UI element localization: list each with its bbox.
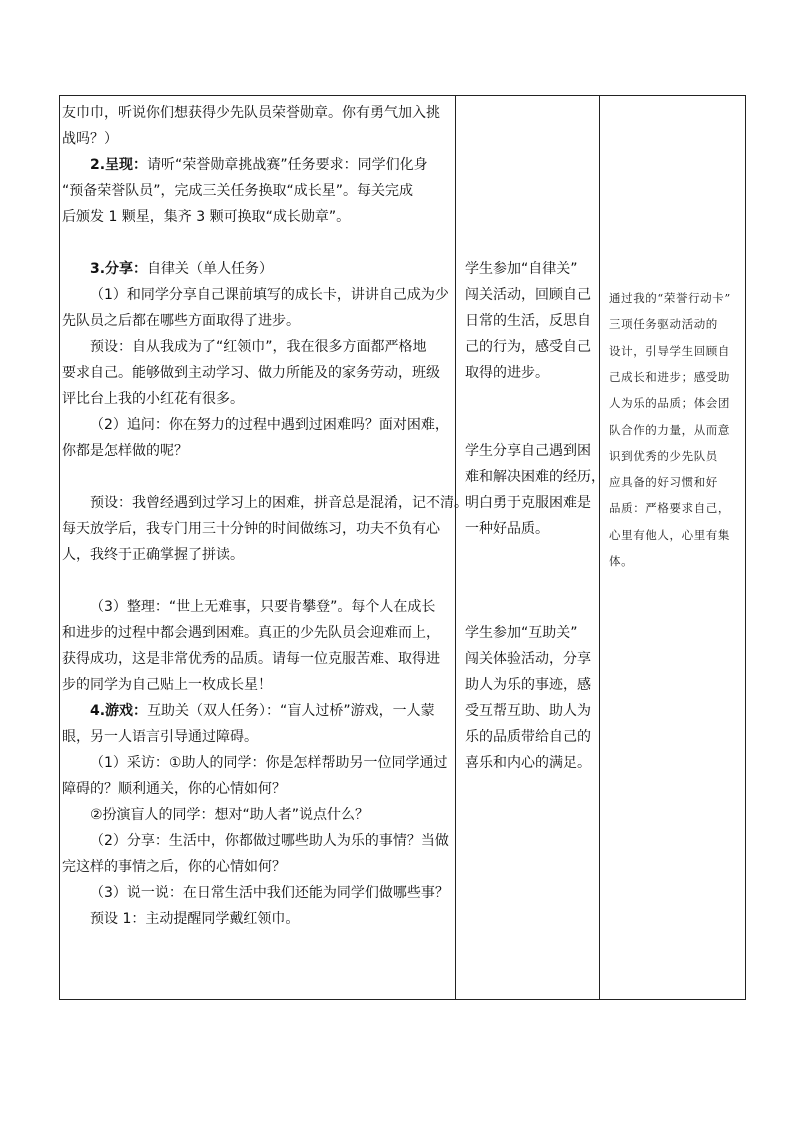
- paragraph-line: [90, 490, 468, 516]
- paragraph-text: 你都是怎样做的呢？: [62, 443, 188, 459]
- design-intent-line: 识到优秀的少先队员: [609, 448, 718, 463]
- paragraph-line: [62, 126, 118, 152]
- design-intent-line: 品质：严格要求自己，: [609, 501, 730, 516]
- paragraph-text: 步的同学为自己贴上一枚成长星！: [62, 677, 272, 693]
- paragraph-text: （3）说一说：在日常生活中我们还能为同学们做哪些事？: [90, 885, 449, 901]
- section-lead: 4.游戏：: [90, 703, 148, 719]
- paragraph-text: 眼，另一人语言引导通过障碍。: [62, 729, 258, 745]
- column-divider: [455, 96, 456, 999]
- design-intent-line: 通过我的“荣誉行动卡”: [609, 291, 731, 305]
- student-activity-line: 学生分享自己遇到困: [465, 443, 591, 459]
- paragraph-line: [62, 724, 258, 750]
- lesson-table: [59, 95, 746, 1000]
- paragraph-line: [90, 828, 449, 854]
- student-activity-line: 取得的进步。: [465, 365, 549, 381]
- paragraph-line: [62, 542, 244, 568]
- student-activity-line: 明白勇于克服困难是: [465, 495, 591, 511]
- design-intent-line: 设计，引导学生回顾自: [609, 343, 730, 358]
- student-activity-line: 一种好品质。: [465, 521, 549, 537]
- paragraph-line: [62, 178, 413, 204]
- paragraph-text: “预备荣誉队员”，完成三关任务换取“成长星”。每关完成: [62, 183, 414, 199]
- section-lead: 2.呈现：: [90, 157, 148, 173]
- column-divider: [599, 96, 600, 999]
- paragraph-line: [62, 308, 300, 334]
- paragraph-text: 评比台上我的小红花有很多。: [62, 391, 244, 407]
- design-intent-line: 队合作的力量，从而意: [609, 422, 730, 437]
- student-activity-line: 学生参加“自律关”: [465, 261, 578, 277]
- paragraph-line: [62, 646, 440, 672]
- paragraph-text: 互助关（双人任务）：“盲人过桥”游戏，一人蒙: [147, 703, 435, 719]
- design-intent-line: 应具备的好习惯和好: [609, 475, 718, 490]
- paragraph-text: （1）采访：①助人的同学：你是怎样帮助另一位同学通过: [90, 755, 448, 771]
- student-activity-line: 助人为乐的事迹，感: [465, 677, 591, 693]
- student-activity-line: 受互帮互助、助人为: [465, 703, 591, 719]
- paragraph-text: ②扮演盲人的同学：想对“助人者”说点什么？: [90, 807, 370, 823]
- student-activity-line: 乐的品质带给自己的: [465, 729, 591, 745]
- paragraph-line: [90, 282, 449, 308]
- paragraph-line: [62, 100, 440, 126]
- paragraph-line: [62, 672, 272, 698]
- paragraph-line: [90, 750, 447, 776]
- paragraph-text: 人，我终于正确掌握了拼读。: [62, 547, 244, 563]
- paragraph-line: [62, 620, 440, 646]
- design-intent-line: 三项任务驱动活动的: [609, 317, 718, 332]
- paragraph-text: 每天放学后，我专门用三十分钟的时间做练习，功夫不负有心: [62, 521, 440, 537]
- paragraph-line: [90, 906, 299, 932]
- paragraph-text: （2）追问：你在努力的过程中遇到过困难吗？面对困难，: [90, 417, 449, 433]
- paragraph-text: 先队员之后都在哪些方面取得了进步。: [62, 313, 300, 329]
- student-activity-line: 己的行为，感受自己: [465, 339, 591, 355]
- design-intent-line: 人为乐的品质；体会团: [609, 396, 730, 411]
- paragraph-text: 战吗？）: [62, 131, 118, 147]
- paragraph-text: （1）和同学分享自己课前填写的成长卡，讲讲自己成为少: [90, 287, 449, 303]
- student-activity-line: 学生参加“互助关”: [465, 625, 578, 641]
- paragraph-line: [62, 776, 286, 802]
- paragraph-line: [90, 334, 427, 360]
- paragraph-line: [90, 698, 435, 724]
- paragraph-line: [90, 412, 449, 438]
- paragraph-text: 预设：自从我成为了“红领巾”，我在很多方面都严格地: [90, 339, 427, 355]
- student-activity-line: 喜乐和内心的满足。: [465, 755, 591, 771]
- paragraph-text: 要求自己。能够做到主动学习、做力所能及的家务劳动，班级: [62, 365, 440, 381]
- student-activity-line: 闯关活动，回顾自己: [465, 287, 591, 303]
- paragraph-text: 请听“荣誉勋章挑战赛”任务要求：同学们化身: [147, 157, 428, 173]
- paragraph-line: [62, 204, 350, 230]
- paragraph-line: [90, 152, 428, 178]
- paragraph-text: 和进步的过程中都会遇到困难。真正的少先队员会迎难而上，: [62, 625, 440, 641]
- paragraph-text: 预设：我曾经遇到过学习上的困难，拼音总是混淆，记不清。: [90, 495, 468, 511]
- paragraph-line: [90, 594, 435, 620]
- section-lead: 3.分享：: [90, 261, 148, 277]
- design-intent-line: 心里有他人，心里有集: [609, 527, 730, 542]
- student-activity-line: 日常的生活，反思自: [465, 313, 591, 329]
- paragraph-text: （3）整理：“世上无难事，只要肯攀登”。每个人在成长: [90, 599, 436, 615]
- paragraph-text: 友巾巾，听说你们想获得少先队员荣誉勋章。你有勇气加入挑: [62, 105, 440, 121]
- paragraph-text: 预设 1：主动提醒同学戴红领巾。: [90, 911, 300, 927]
- paragraph-text: 后颁发 1 颗星，集齐 3 颗可换取“成长勋章”。: [62, 209, 351, 225]
- student-activity-line: 闯关体验活动，分享: [465, 651, 591, 667]
- paragraph-text: （2）分享：生活中，你都做过哪些助人为乐的事情？当做: [90, 833, 449, 849]
- design-intent-line: 己成长和进步；感受助: [609, 369, 730, 384]
- student-activity-line: 难和解决困难的经历，: [465, 469, 605, 485]
- paragraph-line: [62, 360, 440, 386]
- paragraph-text: 获得成功，这是非常优秀的品质。请每一位克服苦难、取得进: [62, 651, 440, 667]
- paragraph-line: [62, 516, 440, 542]
- paragraph-text: 自律关（单人任务）: [147, 261, 274, 277]
- paragraph-text: 完这样的事情之后，你的心情如何？: [62, 859, 286, 875]
- paragraph-line: [62, 854, 286, 880]
- paragraph-line: [90, 802, 369, 828]
- design-intent-line: 体。: [609, 554, 634, 568]
- paragraph-line: [90, 880, 449, 906]
- paragraph-text: 障碍的？顺利通关，你的心情如何？: [62, 781, 286, 797]
- paragraph-line: [90, 256, 273, 282]
- paragraph-line: [62, 386, 244, 412]
- paragraph-line: [62, 438, 188, 464]
